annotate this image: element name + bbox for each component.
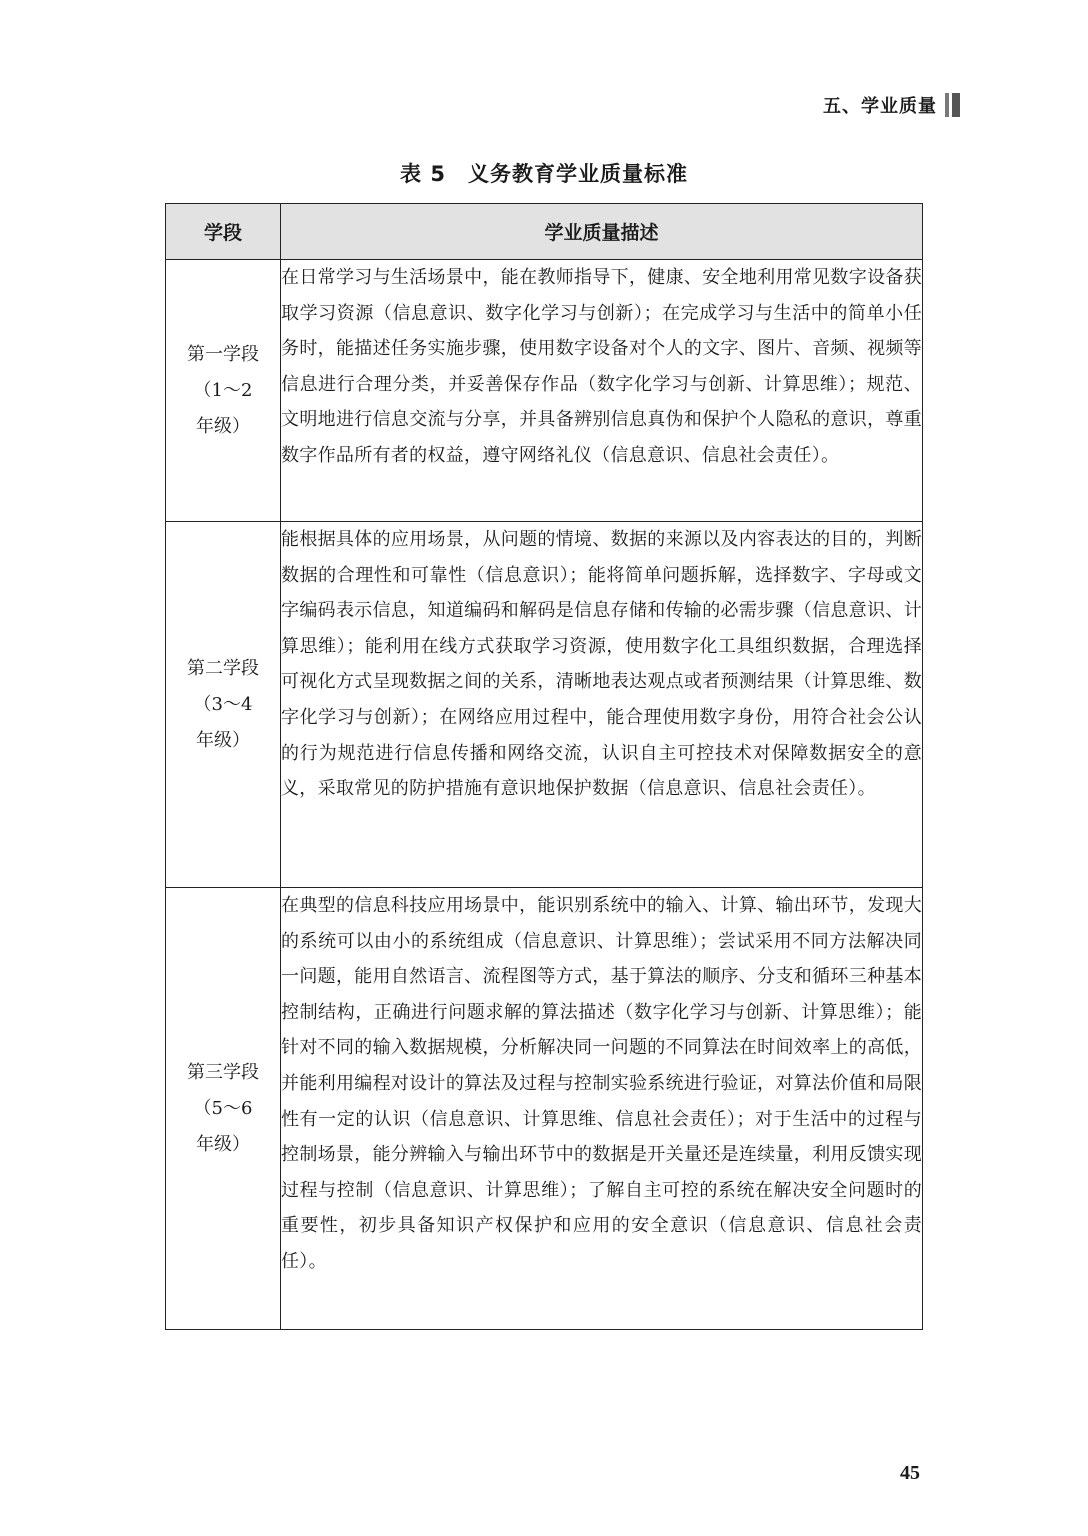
stage-grades: （1～2 bbox=[193, 379, 253, 401]
stage-cell bbox=[166, 260, 281, 522]
section-marker-bars bbox=[945, 93, 960, 117]
stage-grades-suffix: 年级） bbox=[196, 729, 250, 751]
header-stage: 学段 bbox=[166, 204, 281, 260]
table-row bbox=[166, 522, 923, 888]
description-cell: 在日常学习与生活场景中，能在教师指导下，健康、安全地利用常见数字设备获取学习资源（信息意识、数字化学习与创新）；在完成学习与生活中的简单小任务时，能描述任务实施步骤，使用数字设备对个人的文字、图片、音频、视频等信息进行合理分类，并妥善保存作品（数字化学习与创新、计算思维）；规范、文明地进行信息交流与分享，并具备辨别信息真伪和保护个人隐私的意识，尊重数字作品所有者的权益，遵守网络礼仪（信息意识、信息社会责任）。 bbox=[281, 260, 923, 522]
header-description: 学业质量描述 bbox=[281, 204, 923, 260]
table-row bbox=[166, 260, 923, 522]
stage-name: 第一学段 bbox=[187, 343, 259, 365]
stage-name: 第二学段 bbox=[187, 657, 259, 679]
running-head-text: 五、学业质量 bbox=[823, 96, 937, 117]
description-cell: 在典型的信息科技应用场景中，能识别系统中的输入、计算、输出环节，发现大的系统可以由小的系统组成（信息意识、计算思维）；尝试采用不同方法解决同一问题，能用自然语言、流程图等方式，基于算法的顺序、分支和循环三种基本控制结构，正确进行问题求解的算法描述（数字化学习与创新、计算思维）；能针对不同的输入数据规模，分析解决同一问题的不同算法在时间效率上的高低，并能利用编程对设计的算法及过程与控制实验系统进行验证，对算法价值和局限性有一定的认识（信息意识、计算思维、信息社会责任）；对于生活中的过程与控制场景，能分辨输入与输出环节中的数据是开关量还是连续量，利用反馈实现过程与控制（信息意识、计算思维）；了解自主可控的系统在解决安全问题时的重要性，初步具备知识产权保护和应用的安全意识（信息意识、信息社会责任）。 bbox=[281, 888, 923, 1330]
table-header-row bbox=[166, 204, 923, 260]
table-title-text: 义务教育学业质量标准 bbox=[467, 162, 688, 186]
page-number: 45 bbox=[900, 1462, 920, 1484]
stage-grades-suffix: 年级） bbox=[196, 415, 250, 437]
table-row bbox=[166, 888, 923, 1330]
table-number: 表 5 bbox=[400, 162, 446, 186]
stage-name: 第三学段 bbox=[187, 1061, 259, 1083]
stage-grades: （5～6 bbox=[193, 1097, 253, 1119]
stage-grades-suffix: 年级） bbox=[196, 1133, 250, 1155]
stage-cell bbox=[166, 522, 281, 888]
description-cell: 能根据具体的应用场景，从问题的情境、数据的来源以及内容表达的目的，判断数据的合理性和可靠性（信息意识）；能将简单问题拆解，选择数字、字母或文字编码表示信息，知道编码和解码是信息存储和传输的必需步骤（信息意识、计算思维）；能利用在线方式获取学习资源，使用数字化工具组织数据，合理选择可视化方式呈现数据之间的关系，清晰地表达观点或者预测结果（计算思维、数字化学习与创新）；在网络应用过程中，能合理使用数字身份，用符合社会公认的行为规范进行信息传播和网络交流，认识自主可控技术对保障数据安全的意义，采取常见的防护措施有意识地保护数据（信息意识、信息社会责任）。 bbox=[281, 522, 923, 888]
stage-grades: （3～4 bbox=[193, 693, 253, 715]
stage-cell bbox=[166, 888, 281, 1330]
quality-standards-table bbox=[165, 203, 923, 1330]
running-head bbox=[800, 88, 960, 122]
table-title bbox=[0, 158, 1088, 188]
